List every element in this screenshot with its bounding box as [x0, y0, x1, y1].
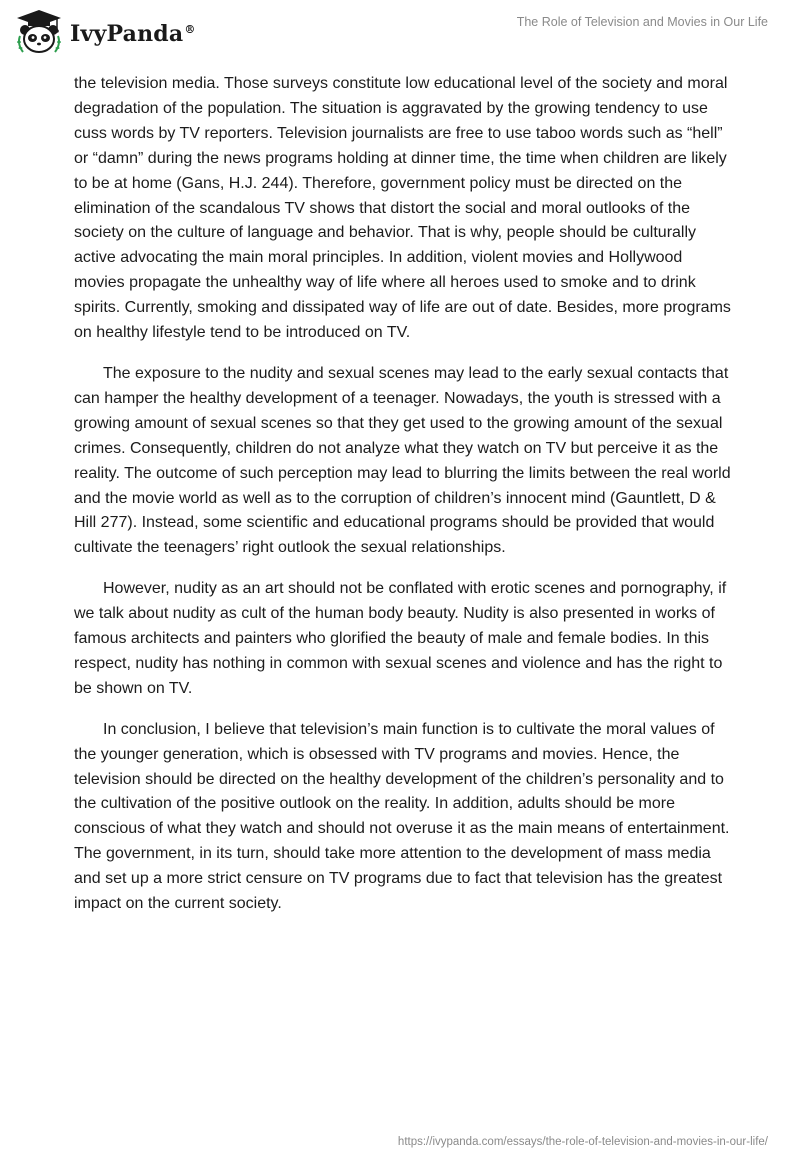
logo-wordmark: IvyPanda®: [70, 21, 196, 47]
source-url-link[interactable]: https://ivypanda.com/essays/the-role-of-television-and-movies-in-our-life/: [397, 1136, 768, 1148]
page-header: [0, 0, 800, 64]
essay-body: [74, 72, 734, 933]
paragraph: However, nudity as an art should not be conflated with erotic scenes and pornography, if we talk about nudity as cult of the human body beauty. Nudity is also presented in works of famous architects and painters who glorified the beauty of male and female bodies. In this respect, nudity has nothing in common with sexual scenes and violence and has the right to be shown on TV.: [74, 580, 727, 697]
paragraph: The exposure to the nudity and sexual scenes may lead to the early sexual contacts that can hamper the healthy development of a teenager. Nowadays, the youth is stressed with a growing amount of sexual scenes so that they get used to the growing amount of the sexual crimes. Consequently, children do not analyze what they watch on TV but perceive it as the reality. The outcome of such perception may lead to blurring the limits between the real world and the movie world as well as to the corruption of children’s innocent mind (Gauntlett, D & Hill 277). Instead, some scientific and educational programs should be provided that would cultivate the teenagers’ right outlook the sexual relationships.: [74, 364, 731, 557]
paragraph: In conclusion, I believe that television’s main function is to cultivate the moral values of the younger generation, which is obsessed with TV programs and movies. Hence, the television should be directed on the healthy development of the children’s personality and to the cultivation of the positive outlook on the reality. In addition, adults should be more conscious of what they watch and should not overuse it as the main means of entertainment. The government, in its turn, should take more attention to the development of mass media and set up a more strict censure on TV programs due to fact that television has the greatest impact on the current society.: [74, 720, 730, 913]
panda-graduate-icon: [14, 8, 64, 56]
document-title: The Role of Television and Movies in Our Life: [516, 15, 768, 29]
registered-mark: ®: [184, 22, 196, 36]
paragraph-continued: the television media. Those surveys constitute low educational level of the society and moral degradation of the population. The situation is aggravated by the growing tendency to use cuss words by TV reporters. Television journalists are free to use taboo words such as “hell” or “damn” during the news programs holding at dinner time, the time when children are likely to be at home (Gans, H.J. 244). Therefore, government policy must be directed on the elimination of the scandalous TV shows that distort the social and moral outlooks of the society on the culture of language and behavior. That is why, people should be culturally active advocating the main moral principles. In addition, violent movies and Hollywood movies propagate the unhealthy way of life where all heroes used to smoke and to drink spirits. Currently, smoking and dissipated way of life are out of date. Besides, more programs on healthy lifestyle tend to be introduced on TV.: [74, 75, 731, 342]
ivypanda-logo[interactable]: [14, 8, 196, 56]
